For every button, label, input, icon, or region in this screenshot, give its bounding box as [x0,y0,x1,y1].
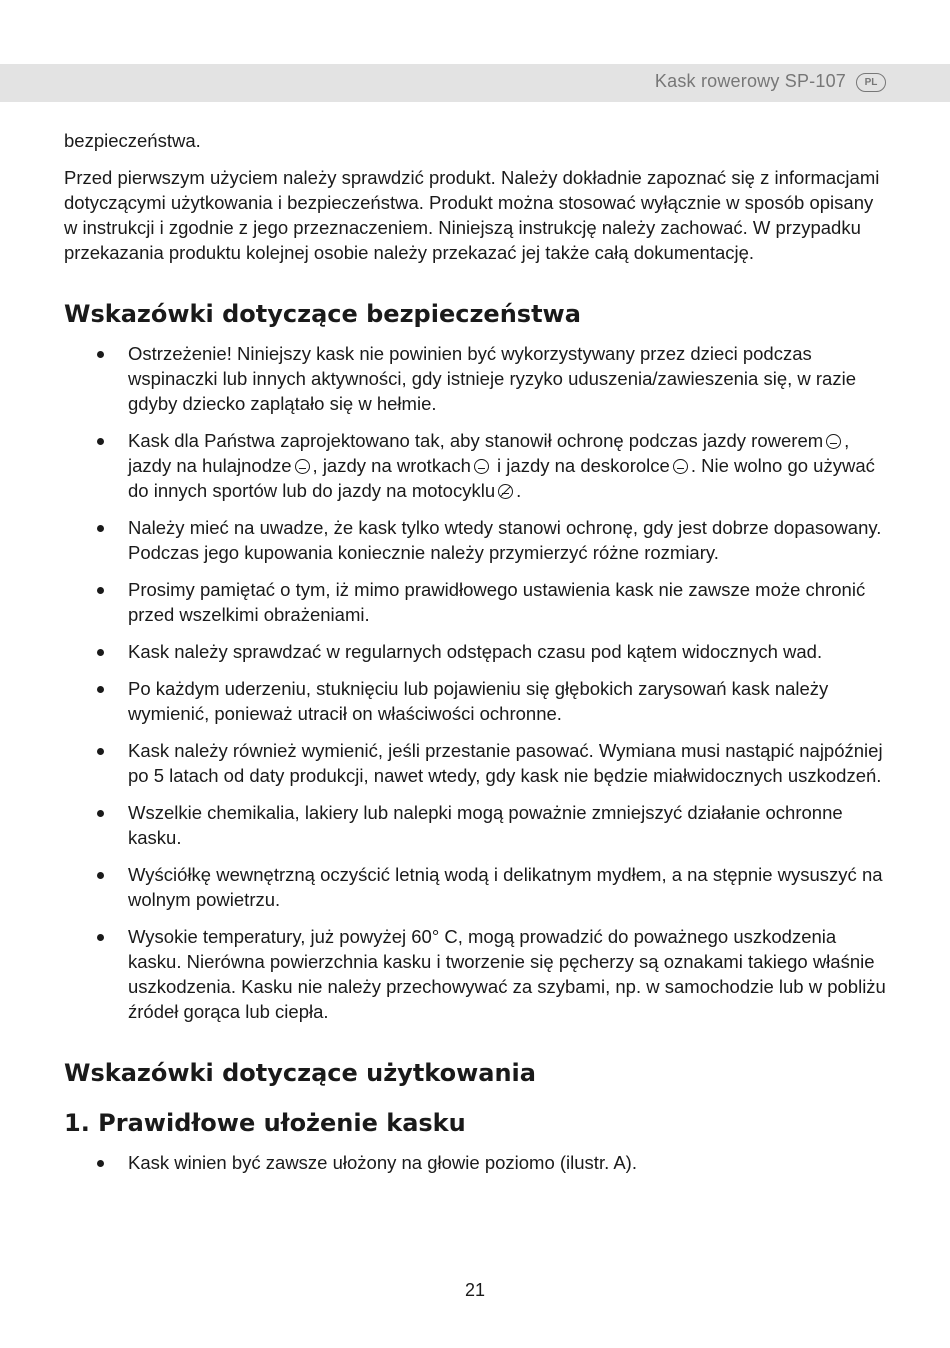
bullet-icon [97,748,104,755]
list-item-text: Kask należy sprawdzać w regularnych odstępach czasu pod kątem widocznych wad. [128,641,823,662]
list-item [64,676,886,726]
list-item [64,1150,886,1175]
intro-paragraph-2: Przed pierwszym użyciem należy sprawdzić produkt. Należy dokładnie zapoznać się z informacjami dotyczącymi użytkowania i bezpieczeństwa. Produkt można stosować wyłącznie w sposób opisany w instrukcji i zgodnie z jego przeznaczeniem. Niniejszą instrukcję należy zachować. W przypadku przekazania produktu kolejnej osobie należy przekazać jej także całą dokumentację. [64,167,880,263]
list-item-text: . [516,480,522,501]
page-number: 21 [464,1280,486,1300]
list-item [64,577,886,627]
list-item-text: Ostrzeżenie! Niniejszy kask nie powinien być wykorzystywany przez dzieci podczas wspinaczki lub innych aktywności, gdy istnieje ryzyko uduszenia/zawieszenia się, w razie gdyby dziecko zaplątało się w hełmie. [128,343,856,414]
header-title: Kask rowerowy SP-107 [654,71,846,91]
usage-list [64,1150,886,1175]
list-item-text: Kask winien być zawsze ułożony na głowie poziomo (ilustr. A). [128,1152,637,1173]
safety-heading: Wskazówki dotyczące bezpieczeństwa [64,300,581,328]
bullet-icon [97,438,104,445]
header-band [0,64,950,102]
bullet-icon [97,872,104,879]
usage-heading: Wskazówki dotyczące użytkowania [64,1059,536,1087]
list-item [64,862,886,912]
list-item [64,924,886,1024]
list-item-text: Kask należy również wymienić, jeśli przestanie pasować. Wymiana musi nastąpić najpóźniej po 5 latach od daty produkcji, nawet wtedy, gdy kask nie będzie miałwidocznych uszkodzeń. [128,740,883,786]
list-item-text: , jazdy na wrotkach [312,455,471,476]
usage-subheading: 1. Prawidłowe ułożenie kasku [64,1109,466,1137]
list-item [64,800,886,850]
list-item-text: . Nie wolno go używać do innych sportów lub do jazdy na motocyklu [128,455,875,501]
list-item-text: Po każdym uderzeniu, stuknięciu lub pojawieniu się głębokich zarysowań kask należy wymienić, ponieważ utracił on właściwości ochronne. [128,678,829,724]
list-item [64,428,886,503]
language-badge: PL [856,73,886,92]
list-item [64,341,886,416]
page-content [64,128,886,1187]
list-item-text: , jazdy na hulajnodze [128,430,850,476]
bullet-icon [97,686,104,693]
list-item-text: Wyściółkę wewnętrzną oczyścić letnią wodą i delikatnym mydłem, a na stępnie wysuszyć na wolnym powietrzu. [128,864,883,910]
safety-list [64,341,886,1024]
list-item-text: Należy mieć na uwadze, że kask tylko wtedy stanowi ochronę, gdy jest dobrze dopasowany. Podczas jego kupowania koniecznie należy przymierzyć różne rozmiary. [128,517,882,563]
list-item-text: Kask dla Państwa zaprojektowano tak, aby stanowił ochronę podczas jazdy rowerem [128,430,824,451]
bullet-icon [97,525,104,532]
bullet-icon [97,810,104,817]
no-motorcycle-icon [498,484,513,499]
bullet-icon [97,1160,104,1167]
list-item [64,639,886,664]
intro-paragraph-1: bezpieczeństwa. [64,130,201,151]
bullet-icon [97,934,104,941]
skateboard-icon [673,459,688,474]
bullet-icon [97,351,104,358]
list-item [64,515,886,565]
bullet-icon [97,587,104,594]
scooter-icon [295,459,310,474]
roller-skates-icon [474,459,489,474]
list-item-text: Wszelkie chemikalia, lakiery lub nalepki mogą poważnie zmniejszyć działanie ochronne kasku. [128,802,843,848]
bullet-icon [97,649,104,656]
list-item [64,738,886,788]
list-item-text: Wysokie temperatury, już powyżej 60° C, mogą prowadzić do poważnego uszkodzenia kasku. Nierówna powierzchnia kasku i tworzenie się pęcherzy są oznakami takiego właśnie uszkodzenia. Kasku nie należy przechowywać za szybami, np. w samochodzie lub w pobliżu źródeł gorąca lub ciepła. [128,926,886,1022]
list-item-text: i jazdy na deskorolce [491,455,670,476]
list-item-text: Prosimy pamiętać o tym, iż mimo prawidłowego ustawienia kask nie zawsze może chronić przed wszelkimi obrażeniami. [128,579,866,625]
bicycle-icon [826,434,841,449]
